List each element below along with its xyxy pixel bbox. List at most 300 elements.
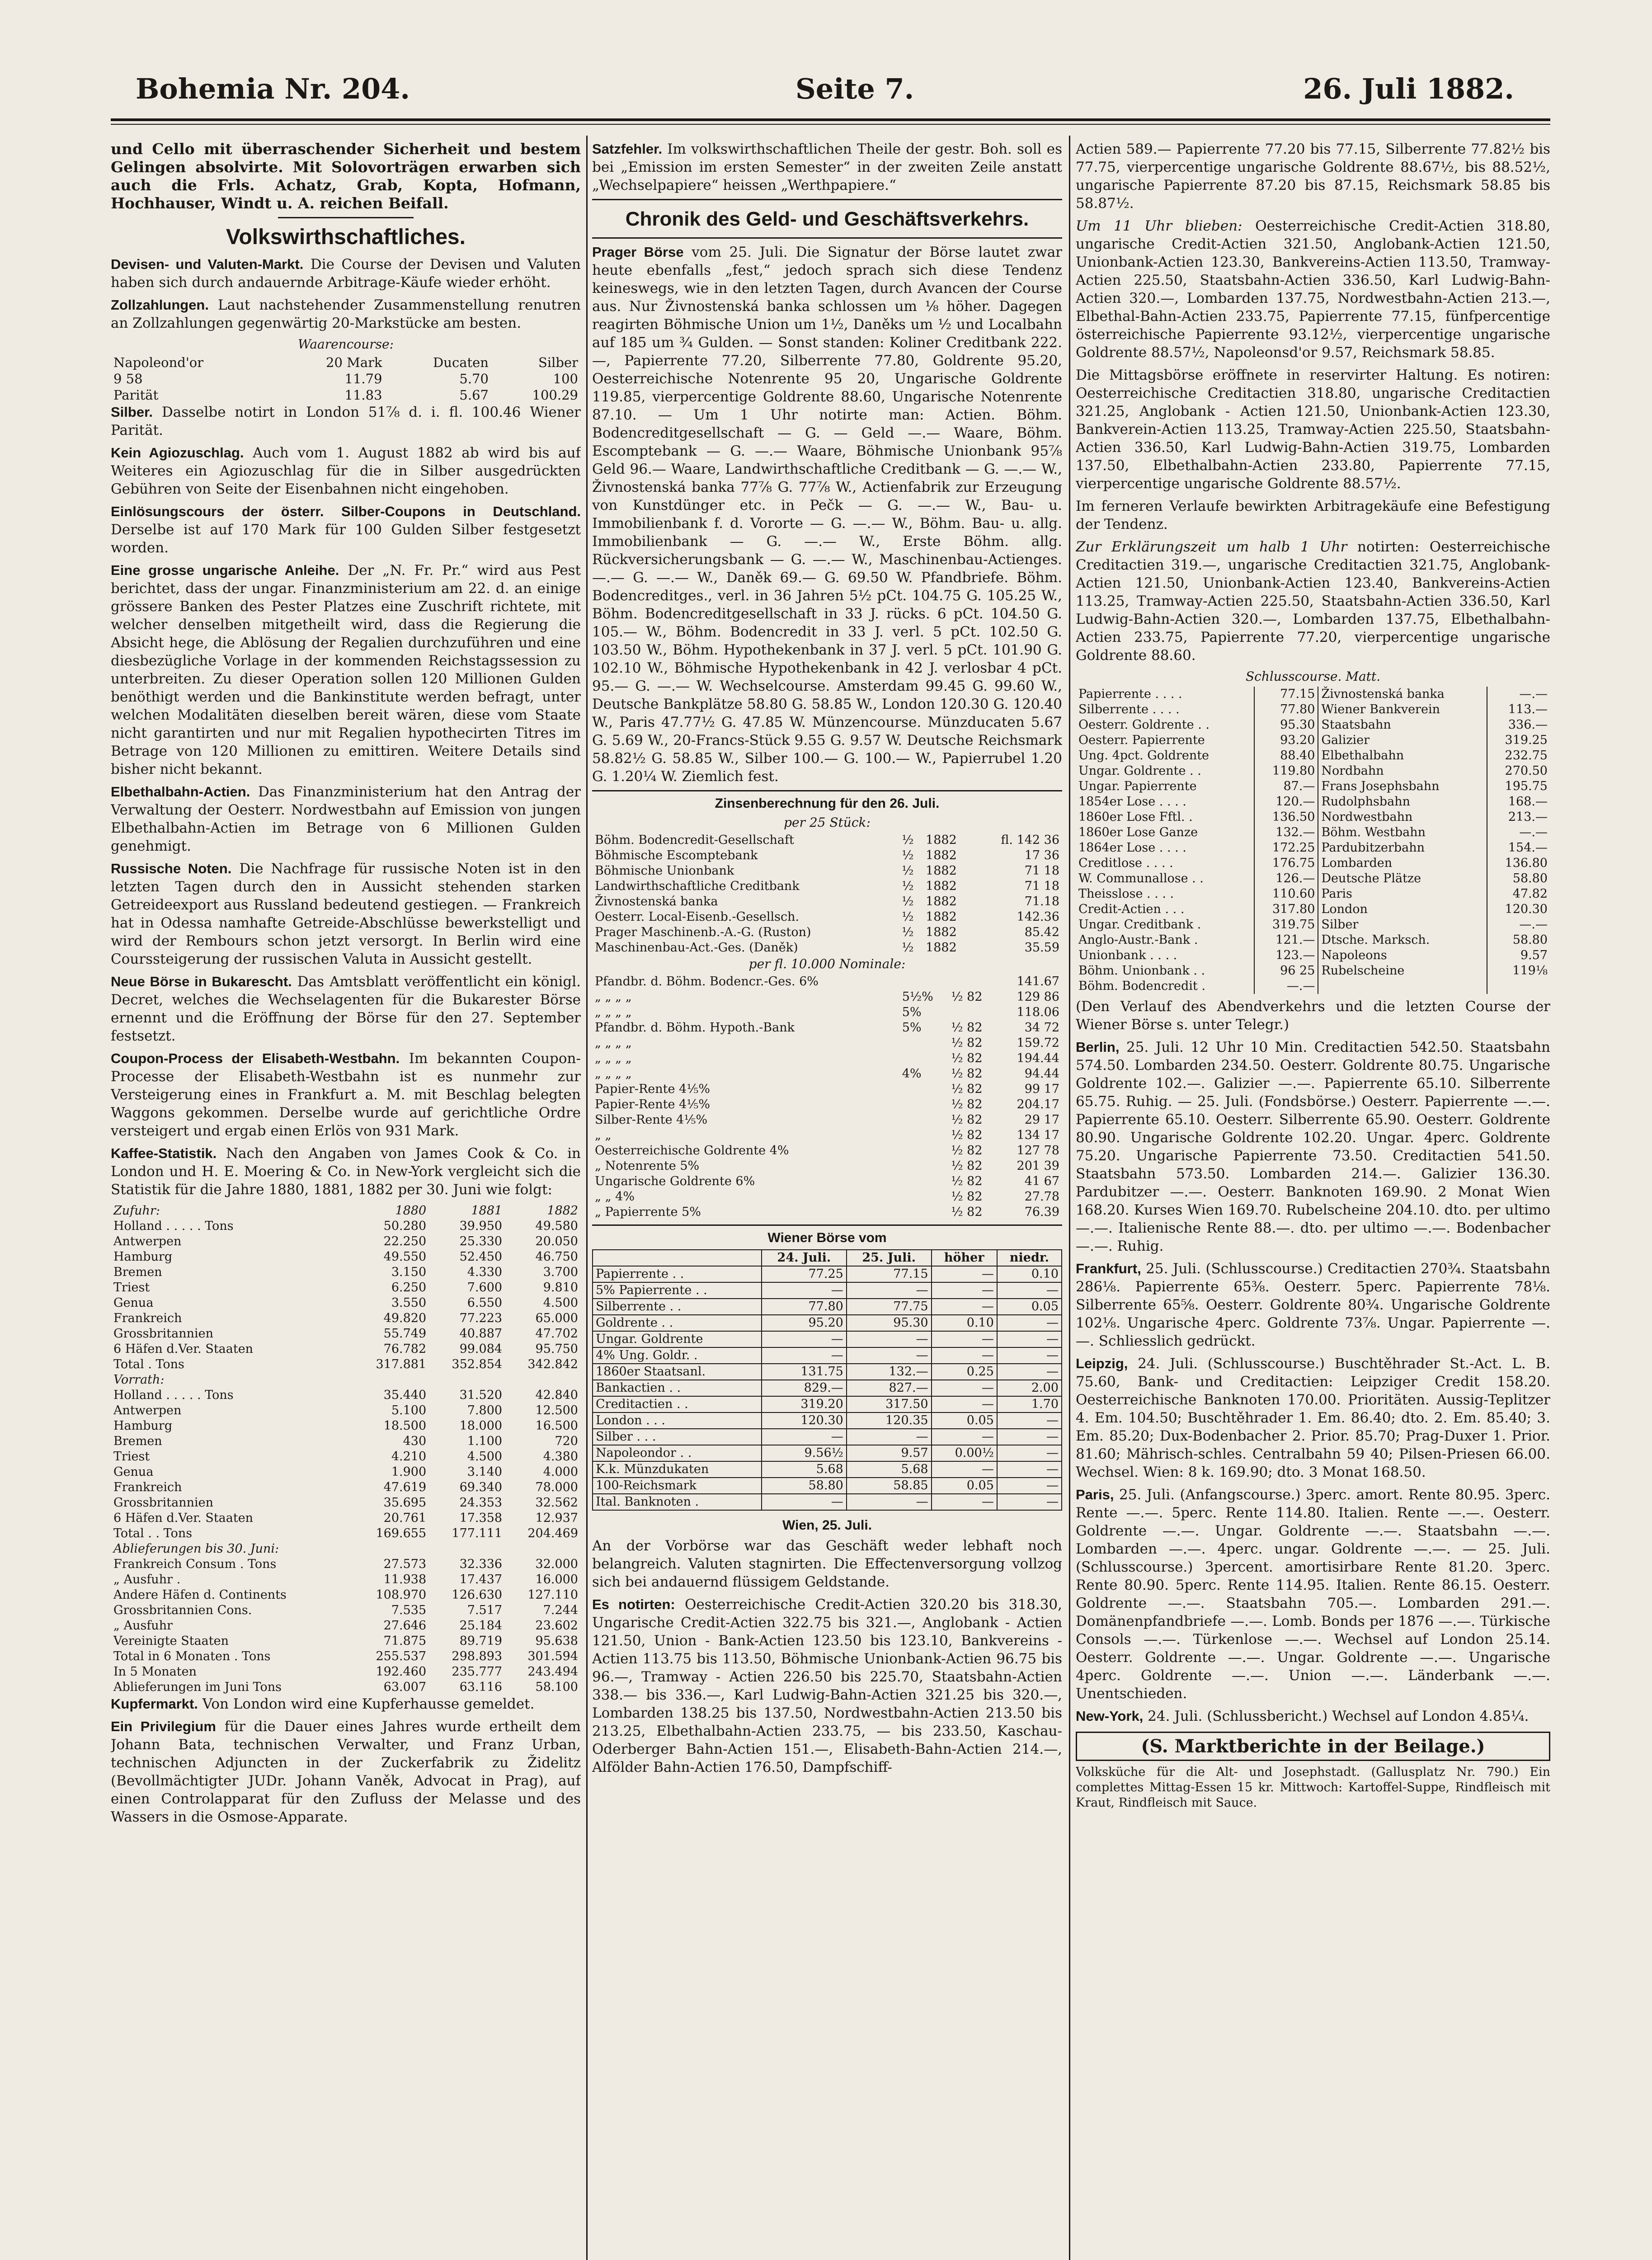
table-cell: 120.35 <box>847 1412 932 1429</box>
table-cell: Silber <box>1318 917 1487 932</box>
table-cell: 12.937 <box>535 1511 578 1525</box>
table-cell: — <box>762 1494 847 1510</box>
table-cell: — <box>932 1331 997 1347</box>
table-cell: 5½% <box>902 990 933 1004</box>
table-cell: 95.30 <box>1254 717 1318 733</box>
table-cell: 4.380 <box>543 1450 578 1464</box>
table-cell <box>899 1174 949 1189</box>
table-cell: Hamburg <box>113 1419 173 1433</box>
table-row <box>592 1143 1062 1158</box>
table-cell: Frankreich <box>113 1480 182 1494</box>
section-title: Chronik des Geld- und Geschäftsverkehrs. <box>625 208 1029 230</box>
table-row <box>592 1158 1062 1174</box>
article-body: Das Amtsblatt veröffentlicht ein königl. Decret, welches die Wechselagenten für die Bukarester Börse ernennt und die Eröffnung der Börse für den 27. September festsetzt. <box>111 974 581 1044</box>
table-cell: 58.80 <box>762 1478 847 1494</box>
table-cell: 827.— <box>847 1380 932 1396</box>
section-title: Volkswirthschaftliches. <box>226 225 466 249</box>
table-cell: 204.17 <box>1017 1097 1059 1111</box>
table-cell: 298.893 <box>452 1649 503 1663</box>
table-row <box>593 1494 1062 1510</box>
table-cell: 1882 <box>926 941 957 955</box>
table-cell: Ungarische Goldrente 6% <box>595 1174 755 1188</box>
table-row <box>592 863 1062 879</box>
table-cell <box>899 1158 949 1174</box>
table-cell: — <box>847 1282 932 1299</box>
table-row <box>592 1097 1062 1112</box>
table-row <box>592 894 1062 909</box>
table-cell: 126.630 <box>452 1588 503 1602</box>
table-cell: ½ 82 <box>951 1036 983 1050</box>
table-cell: 6.550 <box>467 1296 503 1310</box>
article-heading: Einlösungscours der österr. Silber-Coupons in Deutschland. <box>111 504 581 519</box>
table-cell: Landwirthschaftliche Creditbank <box>595 879 800 893</box>
table-row <box>1076 963 1550 979</box>
table-cell: 5.68 <box>762 1461 847 1478</box>
column-3 <box>1076 140 1550 2260</box>
table-row <box>593 1461 1062 1478</box>
article-heading: Neue Börse in Bukarescht. <box>111 974 292 989</box>
table-cell: 5% <box>902 1021 922 1035</box>
table-cell: 336.— <box>1508 718 1548 732</box>
table-cell: — <box>997 1331 1062 1347</box>
table-cell: Pfandbr. d. Böhm. Hypoth.-Bank <box>595 1021 795 1035</box>
table-cell: ½ 82 <box>951 1144 983 1158</box>
article-11-uhr <box>1076 217 1550 362</box>
table-cell: 120.30 <box>762 1412 847 1429</box>
table-row <box>111 1295 581 1311</box>
article-heading: Paris, <box>1076 1487 1114 1502</box>
table-subheader <box>111 1541 581 1557</box>
table-row <box>1076 902 1550 917</box>
table-cell: „ „ „ „ <box>595 1036 632 1050</box>
table-row <box>1076 917 1550 932</box>
table-cell: Pardubitzerbahn <box>1318 840 1487 856</box>
table-cell: 46.750 <box>535 1250 578 1264</box>
table-cell: Ungar. Papierrente <box>1076 779 1254 794</box>
table-cell: 319.25 <box>1505 733 1548 747</box>
table-row <box>1076 794 1550 810</box>
article-heading: Zollzahlungen. <box>111 297 209 313</box>
table-cell: Ungar. Creditbank . <box>1076 917 1254 932</box>
table-cell: 7.517 <box>467 1603 503 1617</box>
article-body: 25. Juli. (Anfangscourse.) 3perc. amort. Rente 80.95. 3perc. Rente —.—. 5perc. Rente 114.80. Italien. Rente —.—. Oesterr. Goldrente —.—. Ungar. Goldrente —.—. Staatsbahn —.—. Lombarden —.—. 4perc. ungar. Goldrente —.—. — 25. Juli. (Schlusscourse.) 3percent. amortisirbare Rente 81.20. 3perc. Rente 80.90. 5perc. Rente 114.95. Italien. Rente 86.15. Oesterr. Goldrente —.—. Staatsbahn 705.—. Lombarden 291.—. Domänenpfandbriefe —.—. Lomb. Bonds per 1876 —.—. Türkische Consols —.—. Türkenlose —.—. Wechsel auf London 25.14. Oesterr. Goldrente —.—. Ungar. Goldrente —.—. Ungarische 4perc. Goldrente —.—. Union —.—. Länderbank —.—. Unentschieden. <box>1076 1487 1550 1702</box>
table-row <box>593 1364 1062 1380</box>
table-row <box>111 1480 581 1495</box>
table-cell: 0.10 <box>932 1315 997 1331</box>
table-cell: ½ 82 <box>951 990 983 1004</box>
table-cell: Pfandbr. d. Böhm. Bodencr.-Ges. 6% <box>595 975 819 989</box>
table-cell <box>1318 979 1487 994</box>
table-cell: 7.535 <box>391 1603 427 1617</box>
wiener-boerse-table <box>592 1249 1062 1511</box>
table-cell: 32.000 <box>535 1557 578 1571</box>
table-cell: 25. Juli. <box>847 1250 932 1266</box>
table-cell: Zufuhr: <box>113 1204 160 1218</box>
table-cell: 95.30 <box>847 1315 932 1331</box>
table-caption: per fl. 10.000 Nominale: <box>748 956 906 971</box>
table-cell: Bremen <box>113 1265 162 1279</box>
table-cell: Frankreich <box>113 1311 182 1325</box>
table-caption: Waarencourse: <box>297 337 394 352</box>
table-row <box>592 879 1062 894</box>
table-cell: 65.000 <box>535 1311 578 1325</box>
article-new-york <box>1076 1707 1550 1725</box>
table-cell: 317.50 <box>847 1396 932 1412</box>
table-cell: niedr. <box>997 1250 1062 1266</box>
table-cell: Böhm. Bodencredit . <box>1076 979 1254 994</box>
table-cell: ½ 82 <box>951 1205 983 1219</box>
article-body: Im volkswirthschaftlichen Theile der gestr. Boh. soll es bei „Emission im ersten Semester“ in der zweiten Zeile anstatt „Wechselpapiere“ heissen „Werthpapiere.“ <box>592 141 1062 193</box>
table-row <box>1076 825 1550 840</box>
table-cell: 108.970 <box>376 1588 427 1602</box>
table-cell: 27.573 <box>383 1557 427 1571</box>
table-cell: —.— <box>1519 825 1548 839</box>
table-row <box>111 1572 581 1587</box>
article-bukarest <box>111 973 581 1045</box>
table-row <box>111 1326 581 1342</box>
table-cell: 1882 <box>926 925 957 939</box>
masthead-rule <box>111 118 1550 121</box>
table-cell: Oesterr. Papierrente <box>1076 733 1254 748</box>
table-cell: 127 78 <box>1017 1144 1059 1158</box>
table-cell: 5% Papierrente . . <box>593 1282 762 1299</box>
table-cell: 829.— <box>762 1380 847 1396</box>
table-cell: — <box>932 1461 997 1478</box>
article-kaffee <box>111 1144 581 1199</box>
table-cell: 5.70 <box>459 371 489 386</box>
table-cell: 89.719 <box>459 1634 503 1648</box>
divider <box>592 790 1062 791</box>
article-devisen <box>111 255 581 292</box>
table-cell: 1881 <box>471 1204 503 1218</box>
table-row <box>593 1445 1062 1461</box>
table-row <box>592 1082 1062 1097</box>
table-cell: 25.330 <box>459 1234 503 1248</box>
table-cell: 6 Häfen d.Ver. Staaten <box>113 1511 254 1525</box>
table-cell: Theisslose . . . . <box>1076 886 1254 902</box>
note: (Den Verlauf des Abendverkehrs und die letzten Course der Wiener Börse s. unter Telegr.) <box>1076 998 1550 1033</box>
article-wien-cont: Actien 589.— Papierrente 77.20 bis 77.15, Silberrente 77.82½ bis 77.75, vierpercentige ungarische Goldrente 88.67½, bis 88.52½, ungarische Papierrente 87.20 bis 87.15, Reichsmark 58.85 bis 58.87½. <box>1076 141 1550 212</box>
table-cell: 119.80 <box>1254 763 1318 779</box>
table-cell: 235.777 <box>452 1665 503 1679</box>
table-cell: Wiener Bankverein <box>1318 702 1487 717</box>
table-cell: 169.655 <box>376 1526 427 1540</box>
table-cell: 430 <box>403 1434 427 1448</box>
table-cell: 1.70 <box>997 1396 1062 1412</box>
table-cell: 136.50 <box>1254 810 1318 825</box>
table-cell: 49.820 <box>383 1311 427 1325</box>
divider <box>592 237 1062 239</box>
table-cell: Bremen <box>113 1434 162 1448</box>
table-row <box>593 1347 1062 1364</box>
table-cell: 52.450 <box>459 1250 503 1264</box>
table-cell: Lombarden <box>1318 856 1487 871</box>
table-cell: 352.854 <box>452 1357 503 1371</box>
table-cell: 77.15 <box>847 1266 932 1282</box>
table-cell: 118.06 <box>1017 1005 1059 1019</box>
table-cell: 34 72 <box>1024 1021 1059 1035</box>
zinsen-table <box>592 833 1062 956</box>
table-row <box>593 1282 1062 1299</box>
table-cell: 204.469 <box>527 1526 578 1540</box>
article-einloesung <box>111 503 581 557</box>
table-cell: ½ 82 <box>951 1174 983 1188</box>
table-cell: Holland . . . . . Tons <box>113 1388 234 1402</box>
article-kupfer <box>111 1695 581 1713</box>
table-cell: 1882 <box>926 864 957 878</box>
table-cell: 23.602 <box>535 1619 578 1633</box>
table-cell: 100.29 <box>532 387 578 403</box>
table-cell: Nordbahn <box>1318 763 1487 779</box>
table-cell: 1882 <box>926 833 957 847</box>
article-body: Die Course der Devisen und Valuten haben sich durch andauernde Arbitrage-Käufe wieder erhöht. <box>111 256 581 291</box>
table-cell: Nordwestbahn <box>1318 810 1487 825</box>
table-cell: 87.— <box>1254 779 1318 794</box>
article-heading: Satzfehler. <box>592 141 663 157</box>
table-row <box>593 1478 1062 1494</box>
table-cell: Unionbank . . . . <box>1076 948 1254 963</box>
table-cell: Silberrente . . . . <box>1076 702 1254 717</box>
table-cell: 1860er Lose Fftl. . <box>1076 810 1254 825</box>
table-cell: ½ <box>902 848 914 862</box>
table-cell: 0.10 <box>997 1266 1062 1282</box>
article-body: vom 25. Juli. Die Signatur der Börse lautet zwar heute ebenfalls „fest,“ jedoch sprach sich diese Tendenz keineswegs, wie in den letzten Tagen, durch Avancen der Course aus. Nur Živnostenská banka schlossen um ⅛ höher. Dagegen reagirten Böhmische Union um 1½, Daněks um ½ und Localbahn auf 185 um ¾ Gulden. — Sonst standen: Koliner Creditbank 222.—, Papierrente 77.20, Silberrente 77.80, Goldrente 95.20, Oesterreichische Notenrente 95 20, Ungarische Goldrente 119.85, vierpercentige Goldrente 88.60, Ungarische Notenrente 87.10. — Um 1 Uhr notirte man: Actien. Böhm. Bodencreditgesellschaft — G. — Geld —.— Waare, Böhm. Escomptebank — G. —.— Waare, Böhmische Unionbank 95⅞ Geld 96.— Waare, Landwirthschaftliche Creditbank — G. —.— W., Živnostenská banka 77⅞ G. 77⅞ W., Actienfabrik zur Erzeugung von Kunstdünger etc. in Pečk — G. —.— W., Bau- u. Immobilienbank f. d. Vororte — G. —.— W., Böhm. Bau- u. allg. Immobilienbank — G. —.— W., Erste Böhm. allg. Rückversicherungsbank — G. —.— W., Maschinenbau-Actienges. —.— G. —.— W., Daněk 69.— G. 69.50 W. Pfandbriefe. Böhm. Bodencreditges., verl. in 36 Jahren 5½ pCt. 104.75 G. 105.25 W., Böhm. Bodencreditgesellschaft in 33 J. rücks. 6 pCt. 104.50 G. 105.— W., Böhm. Bodencredit in 33 J. verl. 5 pCt. 102.50 G. 103.50 W., Böhm. Hypothekenbank in 37 J. verl. 5 pCt. 101.90 G. 102.10 W., Böhmische Hypothekenbank in 42 J. verlosbar 4 pCt. 95.— G. —.— W. Wechselcourse. Amsterdam 99.45 G. 99.60 W., Deutsche Bankplätze 58.80 G. 58.85 W., London 120.30 G. 120.40 W., Paris 47.77½ G. 47.85 W. Münzencourse. Münzducaten 5.67 G. 5.69 W., 20-Francs-Stück 9.55 G. 9.57 W. Deutsche Reichsmark 58.82½ G. 58.85 W., Silber 100.— G. 100.— W., Papierrubel 1.20 G. 1.20¼ W. Ziemlich fest. <box>592 244 1062 785</box>
table-cell: 120.30 <box>1505 902 1548 916</box>
table-cell: 9.810 <box>543 1281 578 1295</box>
table-cell <box>899 1128 949 1143</box>
table-row <box>593 1266 1062 1282</box>
table-title: Zinsenberechnung für den 26. Juli. <box>715 796 940 811</box>
article-elbethal <box>111 783 581 855</box>
article-prager-boerse <box>592 243 1062 786</box>
table-cell: Antwerpen <box>113 1234 182 1248</box>
table-cell: 77.75 <box>847 1299 932 1315</box>
table-row <box>592 1174 1062 1189</box>
table-row <box>1076 687 1550 702</box>
table-row <box>111 1511 581 1526</box>
table-cell: Rubelscheine <box>1318 963 1487 979</box>
table-cell: 7.800 <box>467 1403 503 1417</box>
table-row <box>111 1603 581 1618</box>
table-cell: —.— <box>1519 918 1548 932</box>
table-cell: Hamburg <box>113 1250 173 1264</box>
table-cell: 134 17 <box>1017 1128 1059 1142</box>
table-cell <box>899 1112 949 1128</box>
table-cell: K.k. Münzdukaten <box>593 1461 762 1478</box>
table-cell: — <box>762 1282 847 1299</box>
table-cell: 25.184 <box>459 1619 503 1633</box>
table-cell: ½ 82 <box>951 1190 983 1204</box>
kaffee-table <box>111 1203 581 1695</box>
article-heading: Um 11 Uhr blieben: <box>1076 218 1243 234</box>
table-cell: „ „ <box>595 1128 612 1142</box>
article-heading: Devisen- und Valuten-Markt. <box>111 256 304 272</box>
table-cell: 120.— <box>1254 794 1318 810</box>
table-row <box>593 1412 1062 1429</box>
table-cell: 47.619 <box>383 1480 427 1494</box>
table-row <box>592 909 1062 925</box>
table-cell: 9.56½ <box>762 1445 847 1461</box>
table-cell: — <box>932 1347 997 1364</box>
table-cell: 94.44 <box>1024 1067 1059 1081</box>
table-cell: 6 Häfen d.Ver. Staaten <box>113 1342 254 1356</box>
table-cell: 27.78 <box>1024 1190 1059 1204</box>
table-cell: —.— <box>1519 687 1548 701</box>
table-cell: 5.100 <box>391 1403 427 1417</box>
table-cell: „ Papierrente 5% <box>595 1205 701 1219</box>
table-cell: 232.75 <box>1505 749 1548 763</box>
column-divider <box>1069 136 1070 2260</box>
table-cell: „ „ „ „ <box>595 990 632 1004</box>
table-row <box>593 1396 1062 1412</box>
table-row <box>111 1664 581 1680</box>
table-row <box>1076 871 1550 886</box>
table-cell: 5.67 <box>459 387 489 403</box>
table-cell: 7.244 <box>543 1603 578 1617</box>
table-cell: 4.500 <box>467 1450 503 1464</box>
table-row <box>111 1357 581 1372</box>
table-cell: Paris <box>1318 886 1487 902</box>
table-cell: Genua <box>113 1296 154 1310</box>
table-cell: 0.25 <box>932 1364 997 1380</box>
table-cell: — <box>932 1282 997 1299</box>
table-cell: Total . . Tons <box>113 1526 193 1540</box>
table-cell: 49.580 <box>535 1219 578 1233</box>
article-heading: Kupfermarkt. <box>111 1696 198 1712</box>
article-heading: Eine grosse ungarische Anleihe. <box>111 562 339 578</box>
table-row <box>592 1128 1062 1143</box>
table-cell: 77.15 <box>1254 687 1318 702</box>
table-cell: 317.80 <box>1254 902 1318 917</box>
table-cell: 9.57 <box>847 1445 932 1461</box>
table-row <box>111 1342 581 1357</box>
table-cell: 35.440 <box>383 1388 427 1402</box>
article-heading: Leipzig, <box>1076 1356 1128 1371</box>
table-cell: 17 36 <box>1024 848 1059 862</box>
table-cell: 12.500 <box>535 1403 578 1417</box>
article-dateline: Wien, 25. Juli. <box>782 1518 872 1533</box>
table-cell: Ital. Banknoten . <box>593 1494 762 1510</box>
table-cell: Silberrente . . <box>593 1299 762 1315</box>
table-cell: 22.250 <box>383 1234 427 1248</box>
table-cell: 49.550 <box>383 1250 427 1264</box>
table-cell: ½ <box>902 864 914 878</box>
article-paris <box>1076 1486 1550 1703</box>
table-cell: ½ 82 <box>951 1021 983 1035</box>
table-row <box>1076 717 1550 733</box>
issue-date: 26. Juli 1882. <box>1303 72 1514 105</box>
table-cell: — <box>997 1315 1062 1331</box>
table-cell: 1864er Lose . . . . <box>1076 840 1254 856</box>
table-cell: 159.72 <box>1017 1036 1059 1050</box>
table-cell: 20.761 <box>383 1511 427 1525</box>
table-row <box>592 833 1062 848</box>
table-row <box>111 1265 581 1280</box>
article-coupon <box>111 1050 581 1140</box>
table-cell: Parität <box>113 387 159 403</box>
table-cell: 342.842 <box>527 1357 578 1371</box>
table-cell: Napoleons <box>1318 948 1487 963</box>
article-heading: Es notirten: <box>592 1596 675 1612</box>
table-cell: 168.— <box>1508 795 1548 809</box>
table-cell: — <box>932 1266 997 1282</box>
table-cell: Credit-Actien . . . <box>1076 902 1254 917</box>
table-row <box>592 974 1062 989</box>
table-cell: Frans Josephsbahn <box>1318 779 1487 794</box>
table-row <box>111 1557 581 1572</box>
table-cell: Silber <box>538 355 578 370</box>
article-body: Nach den Angaben von James Cook & Co. in London und H. E. Moering & Co. in New-York vergleicht sich die Statistik für die Jahre 1880, 1881, 1882 per 30. Juni wie folgt: <box>111 1145 581 1198</box>
table-cell: 58.100 <box>535 1680 578 1694</box>
table-cell: 141.67 <box>1017 975 1059 989</box>
table-cell: „ „ „ „ <box>595 1067 632 1081</box>
article-zoll <box>111 296 581 332</box>
article-privilegium <box>111 1718 581 1826</box>
table-header <box>111 1203 581 1219</box>
article-body: für die Dauer eines Jahres wurde ertheilt dem Johann Bata, technischen Verwalter, und Franz Urban, technischen Adjuncten in der Zuckerfabrik zu Židelitz (Bevollmächtigter JUDr. Johann Vaněk, Advocat in Prag), auf einen Controlapparat für den Zufluss der Melasse und des Wassers in die Osmose-Apparate. <box>111 1719 581 1825</box>
table-cell: 27.646 <box>383 1619 427 1633</box>
table-cell: 100-Reichsmark <box>593 1478 762 1494</box>
masthead <box>136 72 1514 122</box>
table-cell: ½ 82 <box>951 1067 983 1081</box>
table-cell: 11.938 <box>383 1573 427 1587</box>
table-cell: Oesterreichische Goldrente 4% <box>595 1144 789 1158</box>
table-cell: ½ 82 <box>951 1113 983 1127</box>
table-cell: 4.210 <box>391 1450 427 1464</box>
table-cell: 123.— <box>1254 948 1318 963</box>
page-number: Seite 7. <box>795 72 914 105</box>
table-cell: Deutsche Plätze <box>1318 871 1487 886</box>
table-cell: 1.900 <box>391 1465 427 1479</box>
table-cell: Napoleondor . . <box>593 1445 762 1461</box>
table-cell: Böhm. Unionbank . . <box>1076 963 1254 979</box>
table-cell: Böhm. Westbahn <box>1318 825 1487 840</box>
table-cell: 93.20 <box>1254 733 1318 748</box>
table-cell: Anglo-Austr.-Bank . <box>1076 932 1254 948</box>
table-cell: 1882 <box>547 1204 578 1218</box>
article-heading: New-York, <box>1076 1708 1144 1724</box>
table-cell: 9.57 <box>1520 948 1548 962</box>
table-cell: 85.42 <box>1024 925 1059 939</box>
table-cell: 0.05 <box>932 1478 997 1494</box>
table-cell: 319.20 <box>762 1396 847 1412</box>
table-row <box>593 1380 1062 1396</box>
table-cell: Frankreich Consum . Tons <box>113 1557 277 1571</box>
table-cell: 100 <box>553 371 578 386</box>
table-cell: Grossbritannien Cons. <box>113 1603 252 1617</box>
table-cell: 1882 <box>926 895 957 909</box>
table-row <box>111 1280 581 1295</box>
table-cell: Creditactien . . <box>593 1396 762 1412</box>
table-cell: 99.084 <box>459 1342 503 1356</box>
table-cell: 194.44 <box>1017 1051 1059 1065</box>
table-cell: 31.520 <box>459 1388 503 1402</box>
table-row <box>593 1429 1062 1445</box>
article-body: 25. Juli. 12 Uhr 10 Min. Creditactien 542.50. Staatsbahn 574.50. Lombarden 234.50. Oesterr. Goldrente 80.75. Ungarische Goldrente 102.—. Galizier —.—. Papierrente 65.10. Silberrente 65.75. Ruhig. — 25. Juli. (Fondsbörse.) Oesterr. Papierrente —.—. Papierrente 65.10. Oesterr. Silberrente 65.90. Oesterr. Goldrente 80.90. Ungarische Goldrente 102.20. Ungar. 4perc. Goldrente 75.20. Ungarische Papierrente 73.50. Creditactien 541.50. Staatsbahn 573.50. Lombarden 214.—. Galizier 136.30. Pardubitzer —.—. Oesterr. Banknoten 169.90. 2 Monat Wien 168.20. Kurses Wien 169.70. Rubelscheine 204.10. dto. per ultimo —.—. Italienische Rente 88.—. dto. per ultimo —.—. Bodenbacher —.—. Ruhig. <box>1076 1039 1550 1254</box>
table-cell: — <box>847 1331 932 1347</box>
article-heading: Elbethalbahn-Actien. <box>111 784 250 800</box>
table-row <box>1076 810 1550 825</box>
table-cell: Rudolphsbahn <box>1318 794 1487 810</box>
table-cell: Vorrath: <box>113 1373 165 1387</box>
column-2 <box>592 140 1062 2260</box>
table-cell: — <box>847 1347 932 1364</box>
table-cell: ½ <box>902 879 914 893</box>
table-cell: „ „ „ „ <box>595 1005 632 1019</box>
table-cell: Papier-Rente 4⅕% <box>595 1097 711 1111</box>
table-cell: 58.80 <box>1512 933 1548 947</box>
table-cell: — <box>932 1429 997 1445</box>
